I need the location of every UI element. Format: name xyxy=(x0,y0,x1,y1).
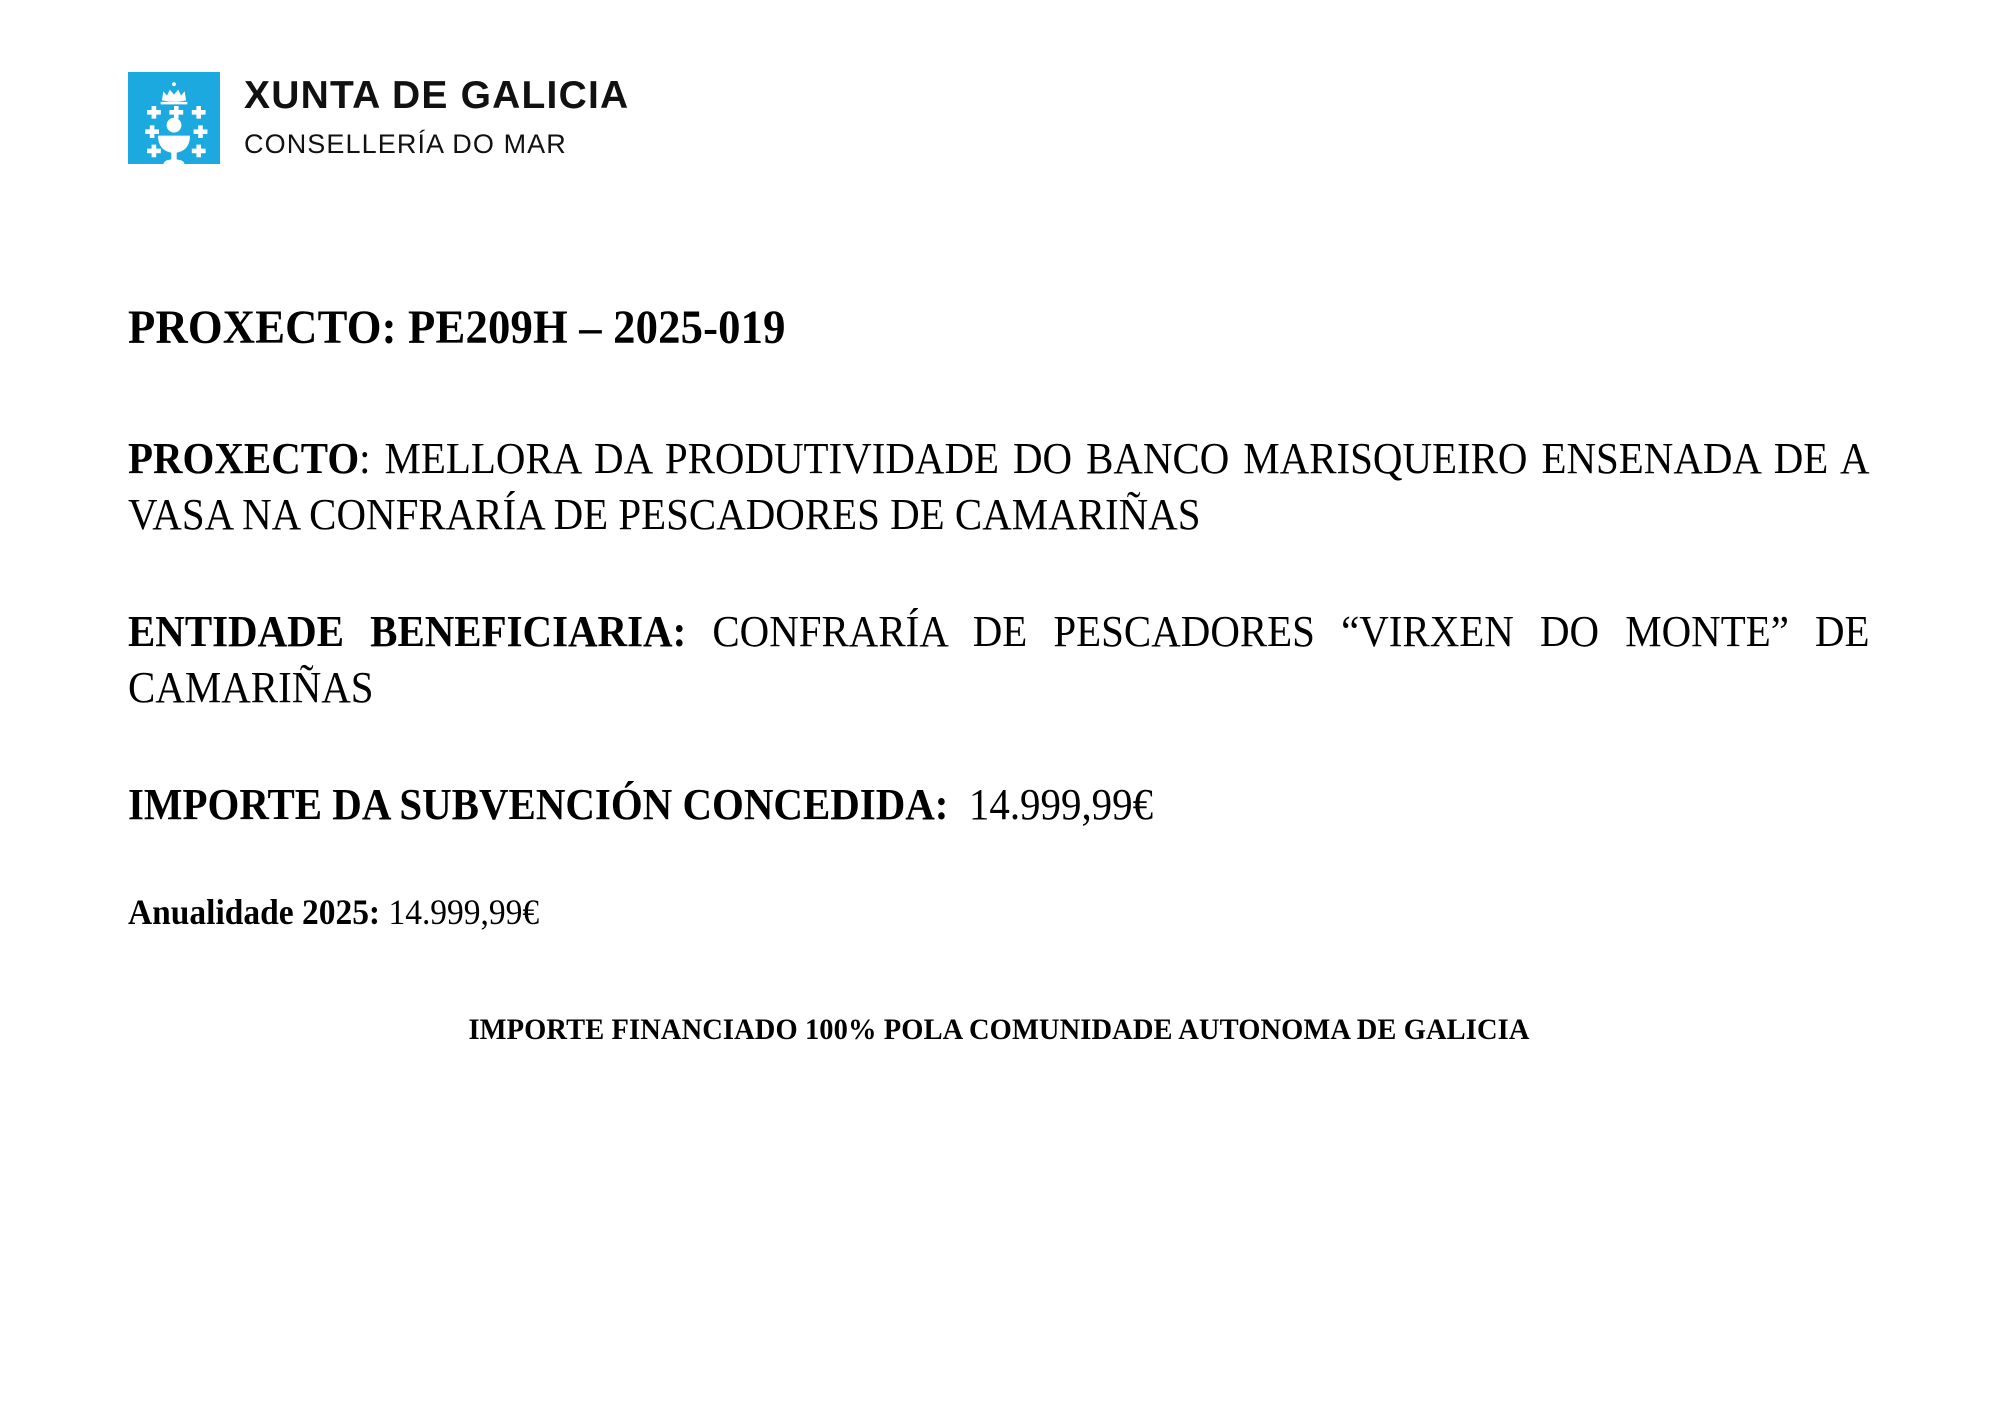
project-paragraph xyxy=(128,431,1870,542)
annuity-line xyxy=(128,890,1748,935)
logo-wordmark xyxy=(244,72,629,160)
project-separator: : xyxy=(359,434,385,484)
page-title: PROXECTO: PE209H – 2025-019 xyxy=(128,301,786,354)
beneficiary-separator xyxy=(686,607,712,656)
beneficiary-paragraph xyxy=(128,604,1870,715)
grant-amount-label: IMPORTE DA SUBVENCIÓN CONCEDIDA: xyxy=(128,779,949,829)
annuity-value: 14.999,99€ xyxy=(388,891,540,932)
grant-amount-spacer xyxy=(948,780,968,829)
xunta-de-galicia-coat-of-arms-icon xyxy=(128,72,220,164)
document-body xyxy=(128,300,1870,1048)
funding-note: IMPORTE FINANCIADO 100% POLA COMUNIDADE AUTONOMA DE GALICIA xyxy=(468,1012,1530,1046)
grant-amount-line xyxy=(128,777,1748,832)
project-label: PROXECTO xyxy=(128,434,360,484)
grant-amount-value: 14.999,99€ xyxy=(968,779,1154,829)
beneficiary-label: ENTIDADE BENEFICIARIA: xyxy=(128,607,687,657)
annuity-spacer xyxy=(380,892,388,932)
project-value: MELLORA DA PRODUTIVIDADE DO BANCO MARISQUEIRO ENSENADA DE A VASA NA CONFRARÍA DE PESCADORES DE CAMARIÑAS xyxy=(128,434,1870,539)
document-header xyxy=(128,72,629,164)
organization-name: XUNTA DE GALICIA xyxy=(244,74,630,117)
department-name: CONSELLERÍA DO MAR xyxy=(244,128,567,159)
beneficiary-value: CONFRARÍA DE PESCADORES “VIRXEN DO MONTE” DE CAMARIÑAS xyxy=(128,607,1870,712)
annuity-label: Anualidade 2025: xyxy=(128,891,381,932)
